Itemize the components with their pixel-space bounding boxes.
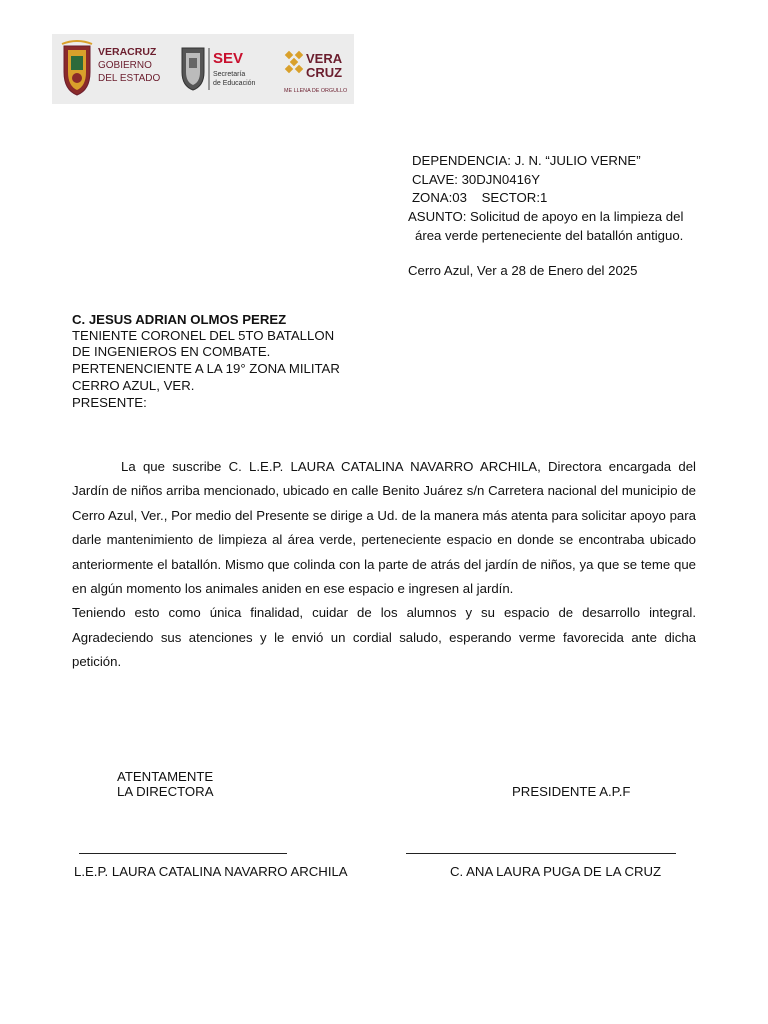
signature-line-left bbox=[79, 853, 287, 854]
vera-cruz-emblem-icon bbox=[282, 46, 350, 98]
sev-logo bbox=[180, 44, 260, 94]
svg-text:ME LLENA DE ORGULLO: ME LLENA DE ORGULLO bbox=[284, 88, 348, 94]
veracruz-orgullo-logo bbox=[282, 46, 350, 98]
signature-line-right bbox=[406, 853, 676, 854]
recipient-line-1: TENIENTE CORONEL DEL 5TO BATALLON bbox=[72, 328, 335, 343]
svg-text:GOBIERNO: GOBIERNO bbox=[98, 60, 152, 71]
svg-text:VERACRUZ: VERACRUZ bbox=[98, 46, 157, 58]
signer-name-right: C. ANA LAURA PUGA DE LA CRUZ bbox=[450, 864, 662, 879]
closing-directora: LA DIRECTORA bbox=[117, 784, 214, 799]
closing-presidente: PRESIDENTE A.P.F bbox=[512, 784, 631, 799]
veracruz-gobierno-logo bbox=[60, 40, 160, 98]
signer-name-left: L.E.P. LAURA CATALINA NAVARRO ARCHILA bbox=[74, 864, 348, 879]
svg-text:Secretaría: Secretaría bbox=[213, 71, 246, 78]
asunto-line-2: área verde perteneciente del batallón antiguo. bbox=[415, 228, 684, 243]
asunto-line-1: ASUNTO: Solicitud de apoyo en la limpieza del bbox=[408, 209, 684, 224]
dependencia-line: DEPENDENCIA: J. N. “JULIO VERNE” bbox=[412, 153, 641, 168]
svg-text:DEL ESTADO: DEL ESTADO bbox=[98, 73, 160, 84]
svg-text:CRUZ: CRUZ bbox=[306, 65, 343, 80]
sev-crest-icon bbox=[180, 44, 260, 94]
svg-text:VERA: VERA bbox=[306, 51, 343, 66]
body-paragraph-1: La que suscribe C. L.E.P. LAURA CATALINA NAVARRO ARCHILA, Directora encargada del Jardín de niños arriba mencionado, ubicado en calle Benito Juárez s/n Carretera nacional del municipio de Cerro Azul, Ver., Por medio del Presente se dirige a Ud. de la manera más atenta para solicitar apoyo para darle mantenimiento de limpieza al área verde, perteneciente espacio en donde se encontraba ubicado anteriormente el batallón. Mismo que colinda con la parte de atrás del jardín de niños, ya que se teme que en algún momento los animales aniden en ese espacio e ingresen al jardín. bbox=[72, 459, 696, 597]
recipient-line-3: PERTENENCIENTE A LA 19° ZONA MILITAR bbox=[72, 361, 340, 376]
header-logos bbox=[52, 34, 354, 104]
body-paragraph-2: Teniendo esto como única finalidad, cuidar de los alumnos y su espacio de desarrollo integral. Agradeciendo sus atenciones y le envió un cordial saludo, esperando verme favorecida ante dicha petición. bbox=[72, 605, 696, 670]
zona-sector-line: ZONA:03 SECTOR:1 bbox=[412, 190, 548, 205]
recipient-line-5: PRESENTE: bbox=[72, 395, 147, 410]
closing-atentamente: ATENTAMENTE bbox=[117, 769, 214, 784]
recipient-line-4: CERRO AZUL, VER. bbox=[72, 378, 195, 393]
veracruz-shield-icon bbox=[60, 40, 160, 98]
date-line: Cerro Azul, Ver a 28 de Enero del 2025 bbox=[408, 263, 638, 278]
letter-body bbox=[72, 455, 696, 675]
svg-text:de Educación: de Educación bbox=[213, 80, 256, 87]
recipient-line-2: DE INGENIEROS EN COMBATE. bbox=[72, 344, 271, 359]
recipient-name: C. JESUS ADRIAN OLMOS PEREZ bbox=[72, 312, 287, 327]
clave-line: CLAVE: 30DJN0416Y bbox=[412, 172, 541, 187]
svg-text:SEV: SEV bbox=[213, 50, 244, 67]
